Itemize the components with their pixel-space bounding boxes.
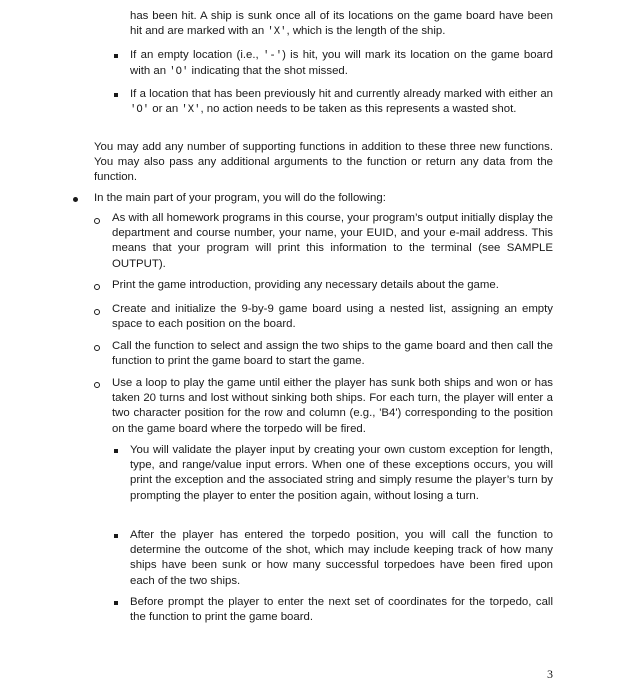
supporting-functions-paragraph: You may add any number of supporting functions in addition to these three new functions. You may also pass any additional arguments to the function or return any data from the function. xyxy=(94,141,553,184)
code-dash: '-' xyxy=(263,50,283,62)
main-item: Call the function to select and assign the two ships to the game board and then call the function to print the game board to start the game. xyxy=(112,340,553,368)
circle-bullet-icon xyxy=(94,382,100,388)
empty-location-paragraph xyxy=(130,48,553,80)
square-bullet-icon xyxy=(114,534,118,538)
code-o: 'O' xyxy=(169,66,189,79)
square-bullet-icon xyxy=(114,93,118,97)
main-item: Create and initialize the 9-by-9 game board using a nested list, assigning an empty space to each position on the board. xyxy=(112,303,553,331)
main-part-intro: In the main part of your program, you will do the following: xyxy=(94,192,386,204)
hit-continuation-paragraph xyxy=(130,9,553,40)
loop-sub-item: You will validate the player input by creating your own custom exception for length, type, and range/value input errors. When one of these exceptions occurs, you will print the exception and the associated string and simply resume the player’s turn by prompting the player to enter the position again, without losing a turn. xyxy=(130,444,553,502)
text-run: or an xyxy=(149,103,182,116)
circle-bullet-icon xyxy=(94,345,100,351)
text-run: If an empty location (i.e., xyxy=(130,49,263,61)
text-run: has been hit. A ship is sunk once all of its locations on the game board have been hit and are marked with an xyxy=(130,10,553,38)
page-number: 3 xyxy=(547,667,553,681)
text-run: If a location that has been previously hit and currently already marked with either an xyxy=(130,88,553,100)
main-item: Print the game introduction, providing any necessary details about the game. xyxy=(112,279,499,291)
main-item: Use a loop to play the game until either the player has sunk both ships and won or has taken 20 turns and lost without sinking both ships. For each turn, the player will enter a two character position for the row and column (e.g., 'B4') corresponding to the position on the game board where the torpedo will be fired. xyxy=(112,377,553,435)
text-run: ) is hit, you will mark its location on the game board with an xyxy=(130,49,553,78)
text-run: , which is the length of the ship. xyxy=(286,25,446,38)
main-item: As with all homework programs in this course, your program’s output initially display the department and course number, your name, your EUID, and your e-mail address. This means that your program will print this information to the terminal (see SAMPLE OUTPUT). xyxy=(112,212,553,270)
code-x: 'X' xyxy=(267,26,287,39)
circle-bullet-icon xyxy=(94,309,100,315)
square-bullet-icon xyxy=(114,449,118,453)
circle-bullet-icon xyxy=(94,218,100,224)
code-o: 'O' xyxy=(130,104,150,117)
square-bullet-icon xyxy=(114,601,118,605)
loop-sub-item: Before prompt the player to enter the next set of coordinates for the torpedo, call the function to print the game board. xyxy=(130,596,553,624)
text-run: indicating that the shot missed. xyxy=(188,65,348,78)
circle-bullet-icon xyxy=(94,284,100,290)
text-run: , no action needs to be taken as this represents a wasted shot. xyxy=(200,103,517,116)
code-x: 'X' xyxy=(181,104,201,117)
loop-sub-item: After the player has entered the torpedo position, you will call the function to determine the outcome of the shot, which may include keeping track of how many ships have been sunk or how many successful torpedoes have been fired upon each of the two ships. xyxy=(130,529,553,587)
square-bullet-icon xyxy=(114,54,118,58)
previously-hit-paragraph xyxy=(130,87,553,118)
round-bullet-icon xyxy=(73,197,78,202)
